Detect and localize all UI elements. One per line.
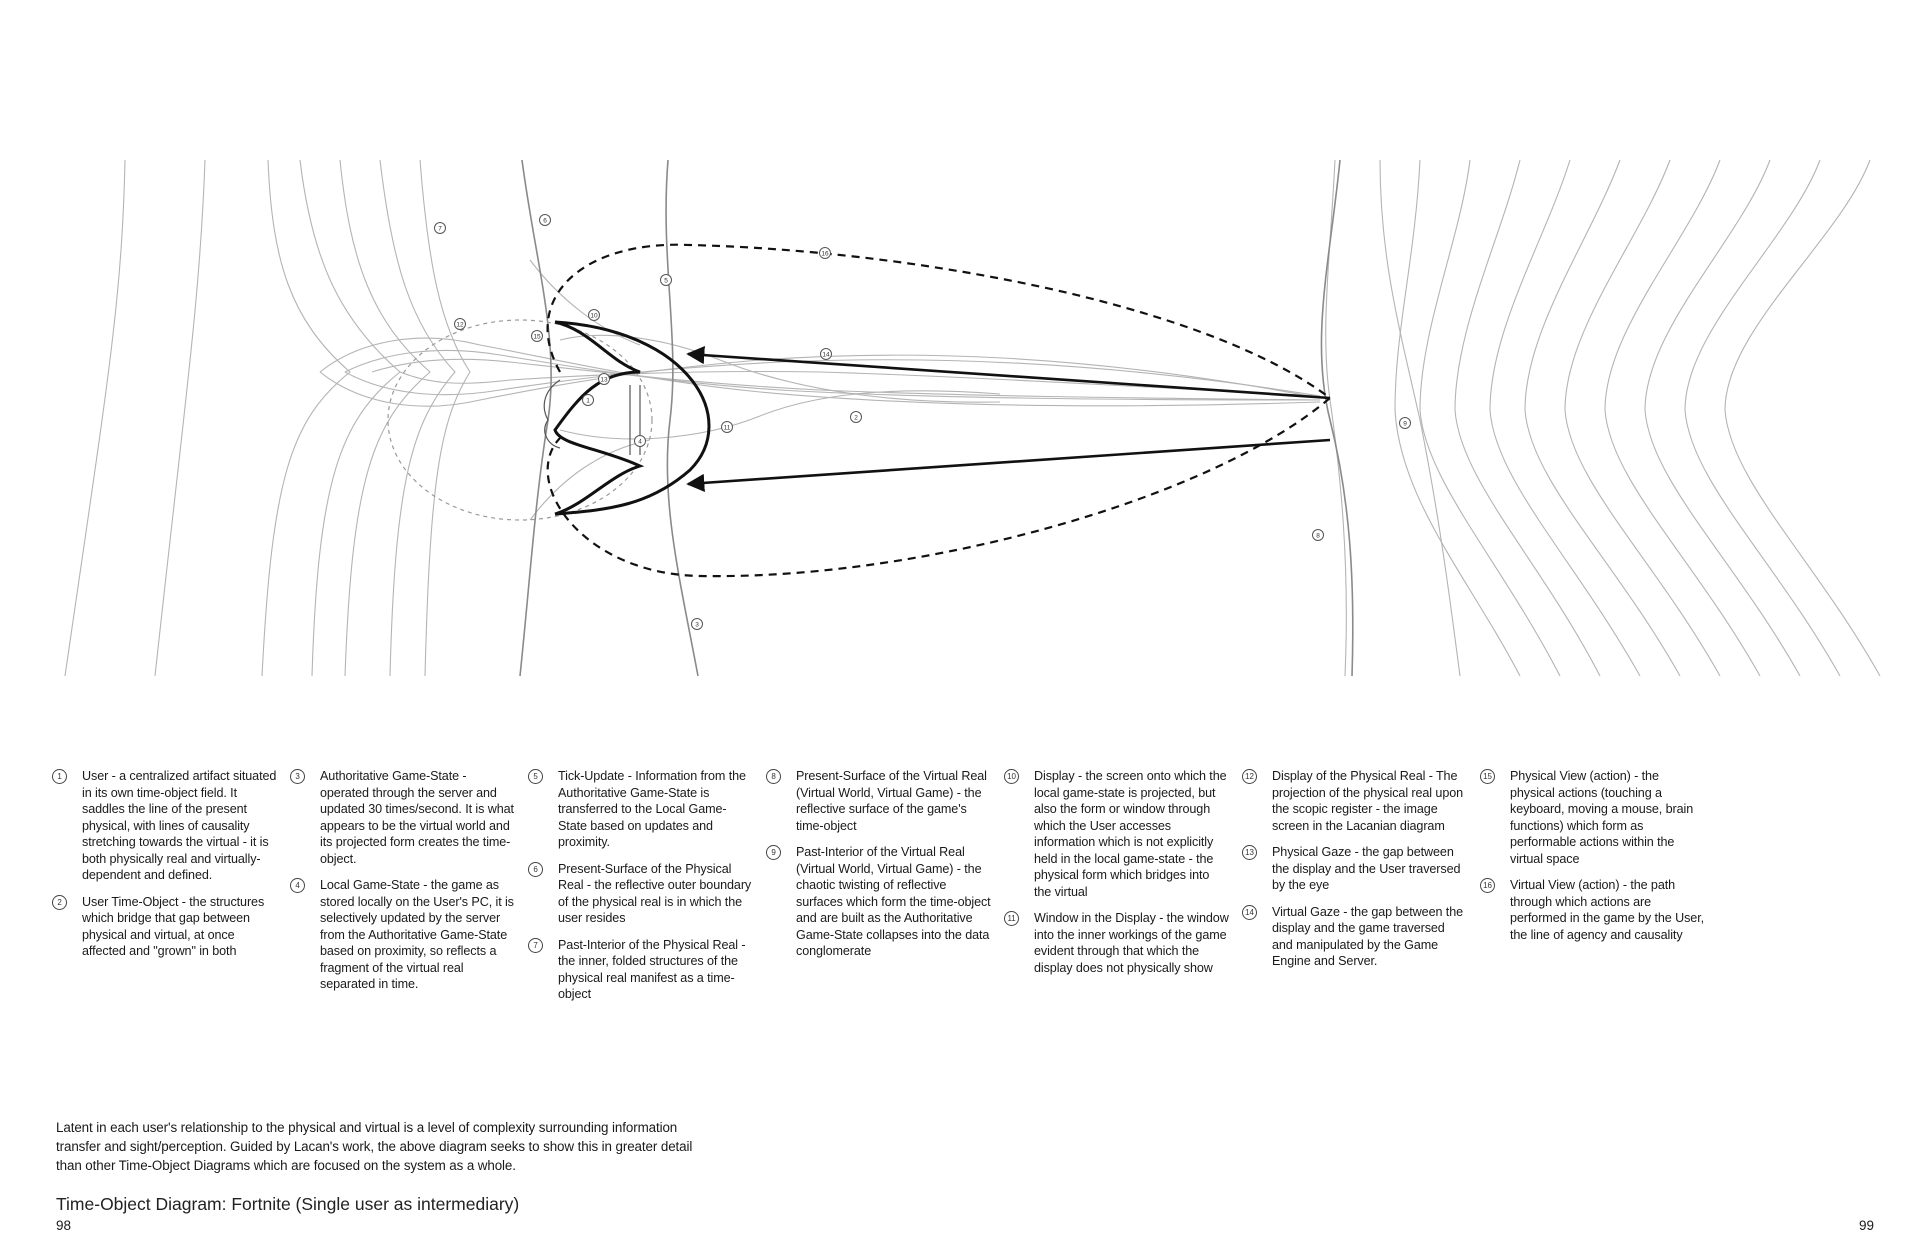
legend-item [1480, 768, 1705, 867]
legend-text: Physical View (action) - the physical actions (touching a keyboard, moving a mouse, brain functions) which form as performable actions within the virtual space [1510, 769, 1694, 866]
diagram-marker-label: 4 [638, 438, 642, 446]
diagram-marker-label: 8 [1316, 532, 1320, 540]
diagram-marker-label: 9 [1403, 420, 1407, 428]
legend-item [1242, 768, 1467, 834]
legend-item [1480, 877, 1705, 943]
legend-number: 10 [1004, 769, 1019, 784]
boundary-curves [520, 160, 1353, 676]
legend-item [290, 768, 515, 867]
diagram-marker-label: 15 [533, 333, 541, 341]
page-number-left: 98 [56, 1218, 72, 1233]
diagram-marker-label: 7 [438, 225, 442, 233]
diagram-marker-label: 13 [600, 376, 608, 384]
figure-caption: Time-Object Diagram: Fortnite (Single user as intermediary) [56, 1194, 520, 1214]
diagram-marker-label: 2 [854, 414, 858, 422]
virtual-view-loop [548, 245, 1330, 576]
diagram-marker-label: 1 [586, 397, 590, 405]
legend-text: Past-Interior of the Physical Real - the inner, folded structures of the physical real manifest as a time-object [558, 937, 746, 1001]
virtual-gaze-arrow-upper [688, 351, 1330, 398]
legend-column [528, 768, 753, 1013]
legend-text: Virtual Gaze - the gap between the display and the game traversed and manipulated by the Game Engine and Server. [1272, 904, 1463, 968]
legend-number: 6 [528, 862, 543, 877]
legend-item [1004, 910, 1229, 976]
legend-item [1242, 844, 1467, 894]
legend-number: 11 [1004, 911, 1019, 926]
diagram-marker-label: 10 [590, 312, 598, 320]
legend-column [1480, 768, 1705, 953]
diagram-marker-label: 12 [456, 321, 464, 329]
legend-number: 16 [1480, 878, 1495, 893]
legend-item [766, 844, 991, 960]
legend-item [1004, 768, 1229, 900]
legend-number: 15 [1480, 769, 1495, 784]
legend-text: User - a centralized artifact situated in its own time-object field. It saddles the line of the present physical, with lines of causality stretching towards the virtual - it is both physically real and virtually-dependent and defined. [82, 769, 277, 882]
virtual-gaze-arrow-lower [688, 440, 1330, 484]
legend-column [1242, 768, 1467, 980]
present-surface-ellipse [388, 320, 652, 520]
legend-number: 4 [290, 878, 305, 893]
legend-column [766, 768, 991, 970]
legend-text: Display of the Physical Real - The projection of the physical real upon the scopic register - the image screen in the Lacanian diagram [1272, 769, 1464, 833]
legend-item [52, 768, 277, 884]
legend-number: 8 [766, 769, 781, 784]
user-shape [544, 380, 640, 455]
legend-item [290, 877, 515, 993]
legend-number: 13 [1242, 845, 1257, 860]
legend-column [290, 768, 515, 1003]
legend-number: 1 [52, 769, 67, 784]
legend-text: Physical Gaze - the gap between the display and the User traversed by the eye [1272, 845, 1461, 892]
legend-text: Window in the Display - the window into the inner workings of the game evident through that which the display does not physically show [1034, 911, 1229, 975]
legend-number: 14 [1242, 905, 1257, 920]
contour-lines-left [65, 160, 1320, 676]
legend-number: 3 [290, 769, 305, 784]
legend-text: Past-Interior of the Virtual Real (Virtual World, Virtual Game) - the chaotic twisting of reflective surfaces which form the time-object and are built as the Authoritative Game-State collapses into the data conglomerate [796, 845, 991, 958]
legend-number: 5 [528, 769, 543, 784]
diagram-marker-label: 5 [664, 277, 668, 285]
legend-text: User Time-Object - the structures which bridge that gap between physical and virtual, at once affected and "grown" in both [82, 894, 265, 958]
legend-item [528, 937, 753, 1003]
legend-item [528, 768, 753, 851]
diagram-marker-label: 11 [723, 424, 731, 432]
legend-text: Local Game-State - the game as stored locally on the User's PC, it is selectively updated by the server from the Authoritative Game-State based on proximity, so reflects a fragment of the virtual real separated in time. [320, 878, 514, 991]
legend-item [52, 894, 277, 960]
diagram-marker-label: 16 [821, 250, 829, 258]
diagram-marker-label: 3 [695, 621, 699, 629]
contour-lines-right [1326, 160, 1880, 676]
body-text: Latent in each user's relationship to the physical and virtual is a level of complexity surrounding information transfer and sight/perception. Guided by Lacan's work, the above diagram seeks to show this in greater detail than other Time-Object Diagrams which are focused on the system as a whole. [56, 1120, 693, 1173]
legend-number: 2 [52, 895, 67, 910]
legend-item [766, 768, 991, 834]
legend-text: Present-Surface of the Virtual Real (Virtual World, Virtual Game) - the reflective surface of the game's time-object [796, 769, 987, 833]
legend-text: Display - the screen onto which the local game-state is projected, but also the form or window through which the User accesses information which is not explicitly held in the local game-state - the physical form which bridges into the virtual [1034, 769, 1227, 899]
legend-item [1242, 904, 1467, 970]
legend-text: Tick-Update - Information from the Authoritative Game-State is transferred to the Local Game-State based on updates and proximity. [558, 769, 746, 849]
legend-column [52, 768, 277, 970]
legend-item [528, 861, 753, 927]
legend-text: Present-Surface of the Physical Real - the reflective outer boundary of the physical real is in which the user resides [558, 861, 752, 925]
page-number-right: 99 [1858, 1218, 1874, 1233]
diagram-marker-label: 6 [543, 217, 547, 225]
legend-text: Authoritative Game-State - operated through the server and updated 30 times/second. It is what appears to be the virtual world and its projected form creates the time-object. [320, 769, 514, 866]
legend-text: Virtual View (action) - the path through which actions are performed in the game by the User, the line of agency and causality [1510, 878, 1705, 942]
display-shape [555, 322, 709, 514]
legend-number: 7 [528, 938, 543, 953]
diagram-marker-label: 14 [822, 351, 830, 359]
legend-column [1004, 768, 1229, 986]
legend-number: 9 [766, 845, 781, 860]
legend-number: 12 [1242, 769, 1257, 784]
